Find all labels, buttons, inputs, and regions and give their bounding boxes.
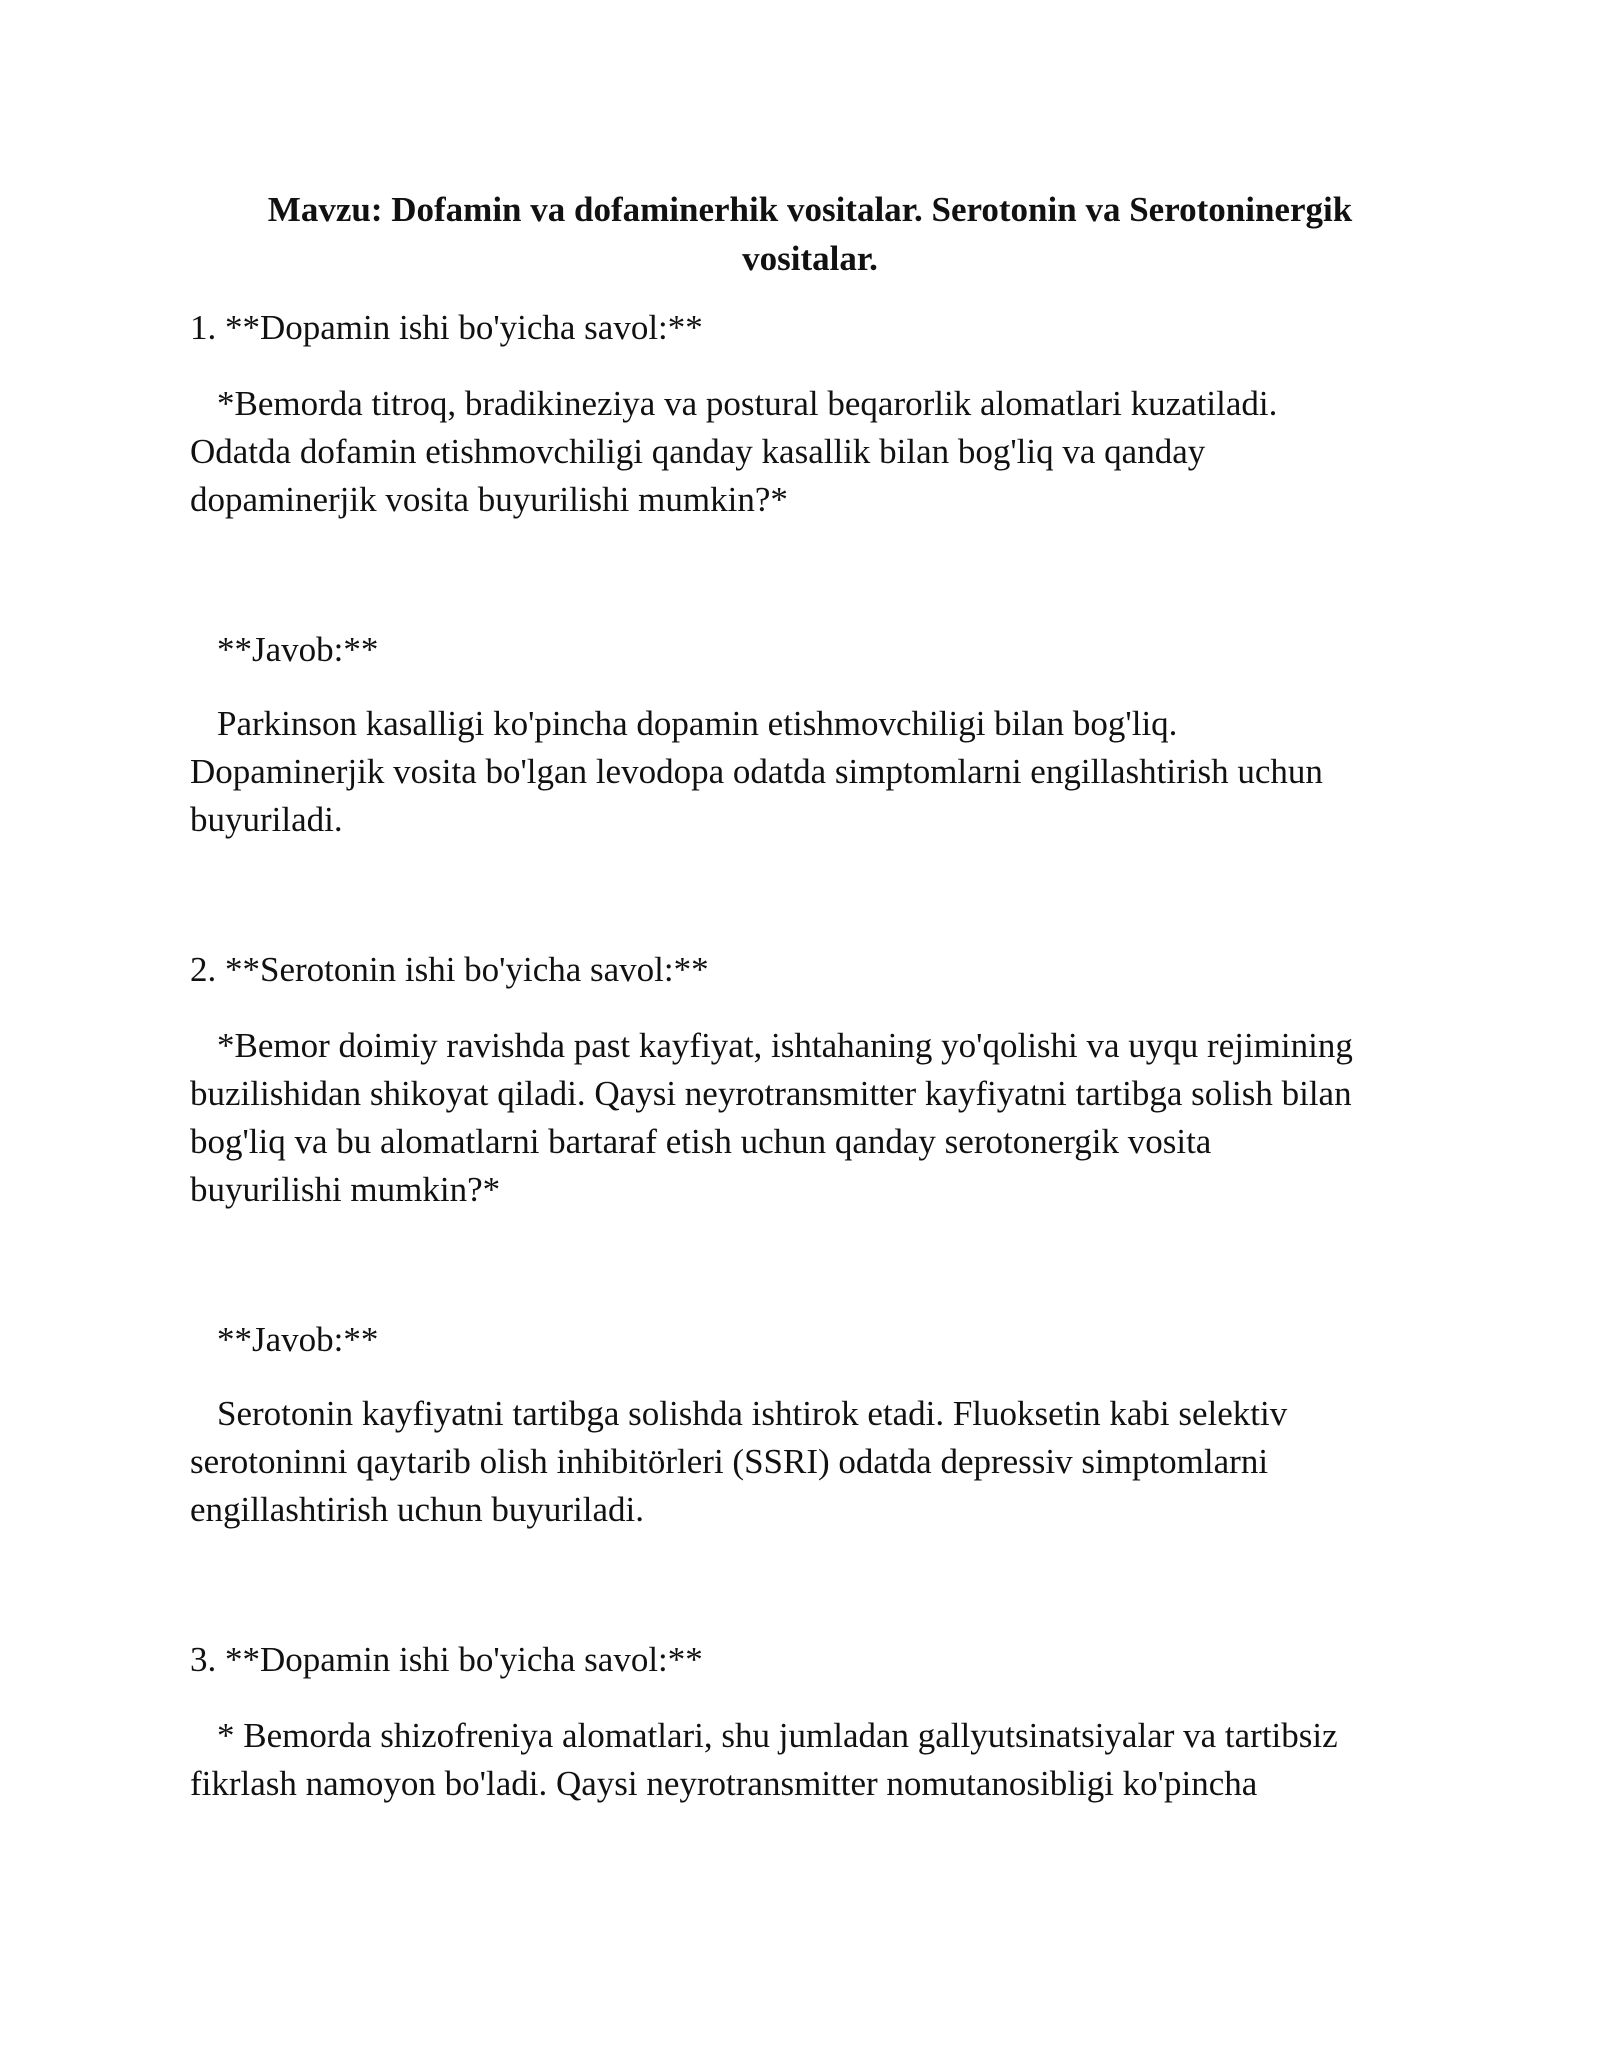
q1-answer-line-1: Parkinson kasalligi ko'pincha dopamin etishmovchiligi bilan bog'liq.	[217, 704, 1178, 743]
q1-answer-label: **Javob:**	[217, 630, 379, 669]
q1-heading: 1. **Dopamin ishi bo'yicha savol:**	[190, 308, 703, 347]
q2-answer-line-3: engillashtirish uchun buyuriladi.	[190, 1490, 644, 1529]
q2-question-line-3: bog'liq va bu alomatlarni bartaraf etish uchun qanday serotonergik vosita	[190, 1122, 1212, 1161]
q3-question-line-2: fikrlash namoyon bo'ladi. Qaysi neyrotransmitter nomutanosibligi ko'pincha	[190, 1764, 1258, 1803]
q2-answer-line-1: Serotonin kayfiyatni tartibga solishda ishtirok etadi. Fluoksetin kabi selektiv	[217, 1394, 1288, 1433]
q2-answer-line-2: serotoninni qaytarib olish inhibitörleri (SSRI) odatda depressiv simptomlarni	[190, 1442, 1269, 1481]
title-line-2: vositalar.	[742, 239, 878, 278]
q3-question-line-1: * Bemorda shizofreniya alomatlari, shu jumladan gallyutsinatsiyalar va tartibsiz	[217, 1716, 1338, 1755]
q2-answer-label: **Javob:**	[217, 1320, 379, 1359]
q2-question-line-1: *Bemor doimiy ravishda past kayfiyat, ishtahaning yo'qolishi va uyqu rejimining	[217, 1026, 1353, 1065]
q1-question-line-3: dopaminerjik vosita buyurilishi mumkin?*	[190, 480, 788, 519]
q1-answer-line-3: buyuriladi.	[190, 800, 343, 839]
q2-question-line-2: buzilishidan shikoyat qiladi. Qaysi neyrotransmitter kayfiyatni tartibga solish bilan	[190, 1074, 1352, 1113]
q2-heading: 2. **Serotonin ishi bo'yicha savol:**	[190, 950, 709, 989]
q3-heading: 3. **Dopamin ishi bo'yicha savol:**	[190, 1640, 703, 1679]
title-line-1: Mavzu: Dofamin va dofaminerhik vositalar. Serotonin va Serotoninergik	[267, 190, 1353, 229]
q1-answer-line-2: Dopaminerjik vosita bo'lgan levodopa odatda simptomlarni engillashtirish uchun	[190, 752, 1323, 791]
document-title	[190, 185, 1430, 283]
q1-question-line-2: Odatda dofamin etishmovchiligi qanday kasallik bilan bog'liq va qanday	[190, 432, 1206, 471]
q1-question-line-1: *Bemorda titroq, bradikineziya va postural beqarorlik alomatlari kuzatiladi.	[217, 384, 1278, 423]
q2-question-line-4: buyurilishi mumkin?*	[190, 1170, 501, 1209]
